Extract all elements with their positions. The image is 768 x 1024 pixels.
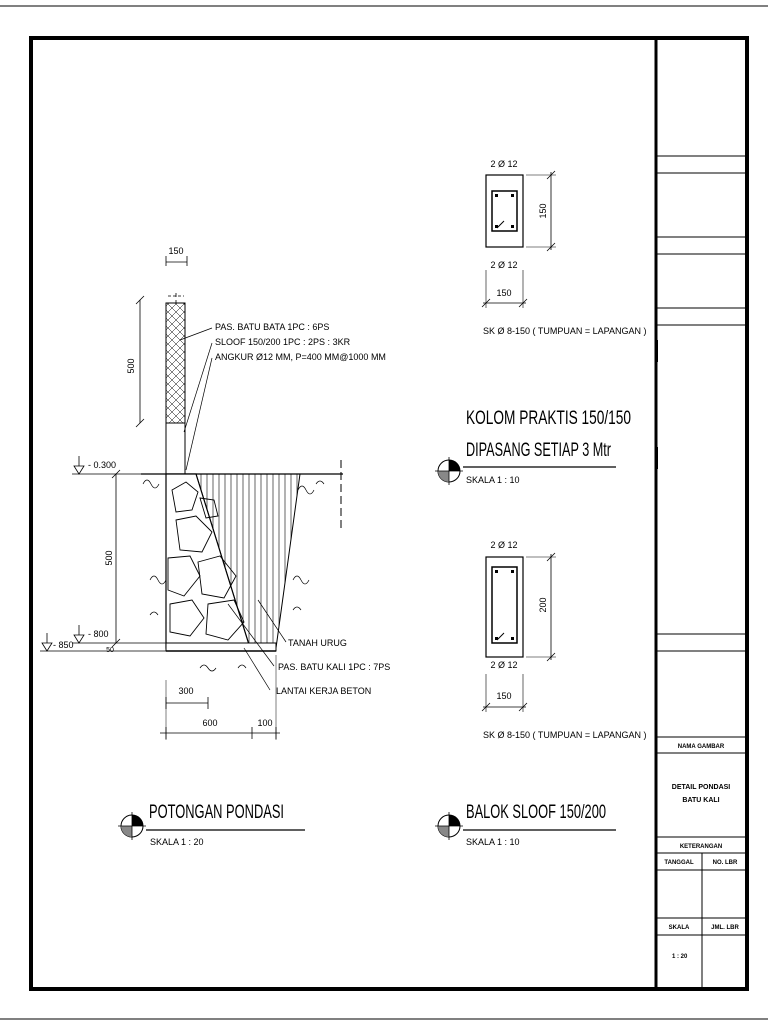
- drawing-name-line1: DETAIL PONDASI: [671, 784, 731, 791]
- sloof-stirrup: SK Ø 8-150 ( TUMPUAN = LAPANGAN ): [483, 730, 647, 740]
- sloof-scale: SKALA 1 : 10: [466, 837, 520, 847]
- sloof-rebar-top: 2 Ø 12: [490, 540, 518, 550]
- note-brick: PAS. BATU BATA 1PC : 6PS: [215, 322, 330, 332]
- keterangan-label: KETERANGAN: [679, 844, 723, 850]
- dim-100: 100: [257, 718, 273, 728]
- nama-gambar-label: NAMA GAMBAR: [677, 744, 725, 750]
- note-stone: PAS. BATU KALI 1PC : 7PS: [278, 662, 391, 672]
- dim-600: 600: [202, 718, 218, 728]
- note-anchor: ANGKUR Ø12 MM, P=400 MM@1000 MM: [215, 352, 386, 362]
- title-block: [655, 156, 747, 989]
- brick-wall: [166, 303, 185, 423]
- sloof-dim-height: 200: [538, 597, 548, 613]
- sloof-title: BALOK SLOOF 150/200: [466, 802, 606, 823]
- column-detail: [435, 159, 646, 485]
- drawing-border: [31, 38, 747, 989]
- skala-label: SKALA: [668, 925, 690, 931]
- level-sloof: - 800: [88, 629, 109, 639]
- section-symbol-icon: [435, 812, 463, 840]
- dim-top-width: 150: [168, 246, 184, 256]
- drawing-name-line2: BATU KALI: [682, 797, 720, 804]
- note-floor: LANTAI KERJA BETON: [276, 686, 372, 696]
- dim-small: 50: [106, 647, 114, 654]
- note-fill: TANAH URUG: [288, 638, 347, 648]
- no-lbr-label: NO. LBR: [712, 860, 738, 866]
- note-sloof: SLOOF 150/200 1PC : 2PS : 3KR: [215, 337, 351, 347]
- column-scale: SKALA 1 : 10: [466, 475, 520, 485]
- column-rebar-top: 2 Ø 12: [490, 159, 518, 169]
- level-bottom: - 850: [53, 640, 74, 650]
- column-rebar-bottom: 2 Ø 12: [490, 260, 518, 270]
- sloof-block: [166, 423, 185, 475]
- dim-wall-height: 500: [126, 358, 136, 374]
- foundation-scale: SKALA 1 : 20: [150, 837, 204, 847]
- column-stirrup: SK Ø 8-150 ( TUMPUAN = LAPANGAN ): [483, 326, 647, 336]
- dim-300: 300: [178, 686, 194, 696]
- sloof-detail: [435, 540, 646, 847]
- jml-lbr-label: JML. LBR: [711, 925, 739, 931]
- skala-value: 1 : 20: [672, 954, 688, 960]
- column-dim-height: 150: [538, 203, 548, 219]
- section-symbol-icon: [435, 457, 463, 485]
- foundation-section: [40, 246, 390, 847]
- column-title-line2: DIPASANG SETIAP 3 Mtr: [466, 440, 612, 461]
- level-ground: - 0.300: [88, 460, 117, 470]
- tanggal-label: TANGGAL: [664, 860, 694, 866]
- section-symbol-icon: [118, 812, 146, 840]
- sloof-dim-width: 150: [496, 691, 512, 701]
- dim-depth: 500: [104, 550, 114, 566]
- column-dim-width: 150: [496, 288, 512, 298]
- sloof-rebar-bottom: 2 Ø 12: [490, 660, 518, 670]
- column-title-line1: KOLOM PRAKTIS 150/150: [466, 408, 631, 429]
- foundation-title: POTONGAN PONDASI: [149, 802, 284, 823]
